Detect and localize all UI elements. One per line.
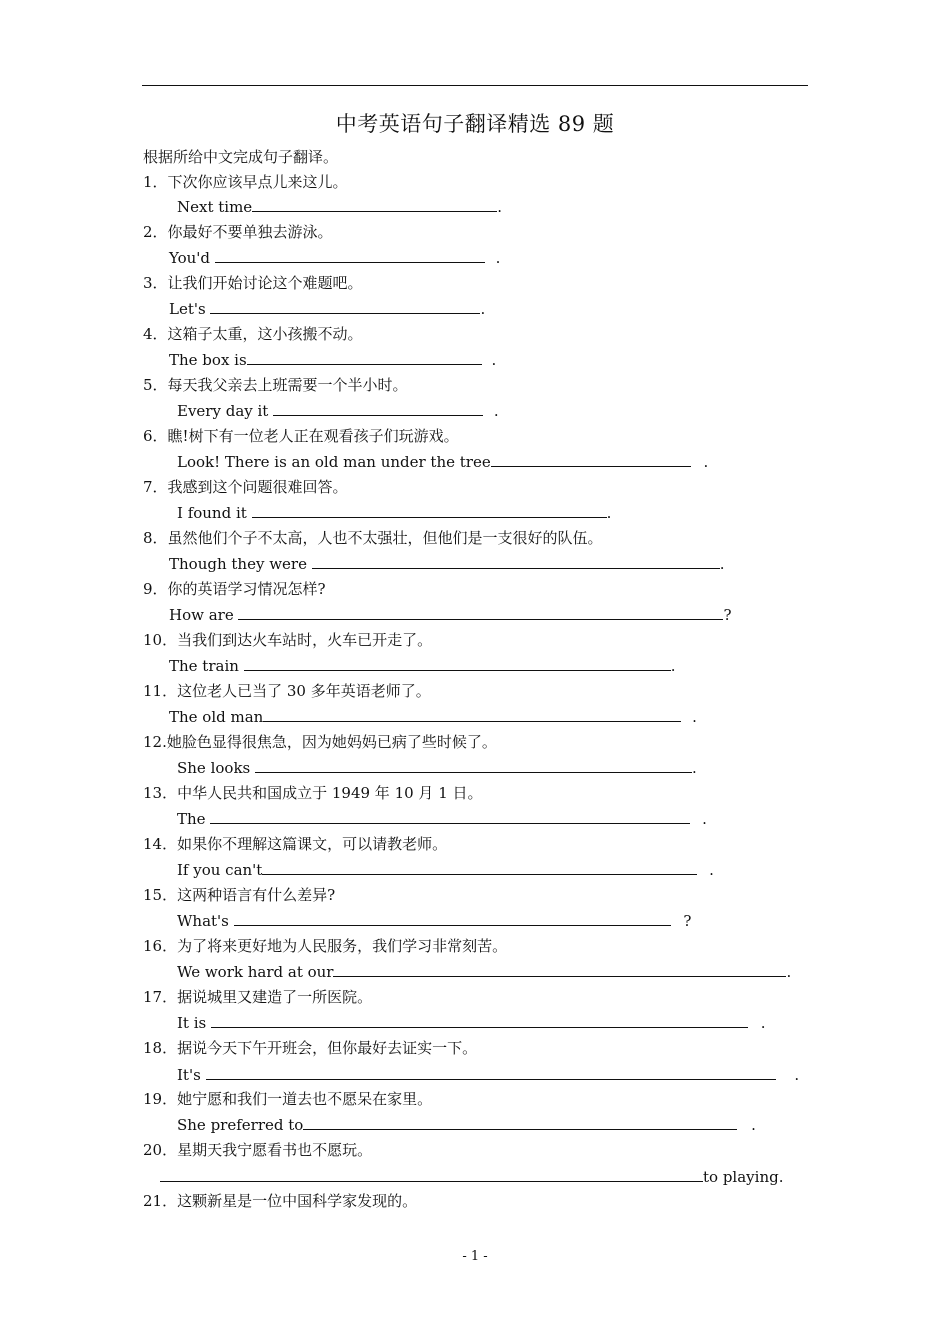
question-chinese-text: 她宁愿和我们一道去也不愿呆在家里。 [177, 1090, 433, 1108]
question-chinese-text: 瞧!树下有一位老人正在观看孩子们玩游戏。 [167, 427, 459, 445]
question-prompt [143, 885, 335, 905]
answer-suffix: . [697, 810, 707, 828]
answer-blank[interactable] [247, 350, 482, 365]
answer-prefix: The box is [169, 351, 247, 369]
answer-line [169, 554, 725, 574]
answer-line [169, 605, 732, 625]
answer-suffix: . [687, 708, 697, 726]
question-prompt [143, 324, 363, 344]
question-chinese-text: 我感到这个问题很难回答。 [167, 478, 348, 496]
answer-line [177, 911, 691, 931]
answer-prefix: It's [177, 1066, 206, 1084]
question-chinese-text: 星期天我宁愿看书也不愿玩。 [177, 1141, 373, 1159]
answer-prefix: Let's [169, 300, 211, 318]
answer-line [169, 656, 675, 676]
question-number: 15． [143, 886, 178, 904]
answer-prefix: We work hard at our [177, 963, 334, 981]
answer-prefix: She preferred to [177, 1116, 304, 1134]
answer-prefix: The train [169, 657, 244, 675]
answer-line [177, 860, 714, 880]
answer-suffix: . [786, 963, 792, 981]
answer-prefix: If you can't [177, 861, 263, 879]
question-number: 8． [143, 529, 168, 547]
answer-blank[interactable] [215, 248, 485, 263]
answer-blank[interactable] [210, 809, 690, 824]
question-number: 5． [143, 376, 168, 394]
answer-blank[interactable] [252, 197, 497, 212]
answer-suffix: . [670, 657, 676, 675]
answer-blank[interactable] [255, 758, 692, 773]
question-number: 9． [143, 580, 168, 598]
answer-blank[interactable] [252, 503, 607, 518]
question-chinese-text: 这箱子太重，这小孩搬不动。 [167, 325, 363, 343]
question-chinese-text: 她脸色显得很焦急，因为她妈妈已病了些时候了。 [166, 733, 497, 751]
page-title: 中考英语句子翻译精选 89 题 [335, 112, 615, 136]
question-chinese-text: 每天我父亲去上班需要一个半小时。 [167, 376, 408, 394]
question-prompt [143, 222, 333, 242]
question-number: 4． [143, 325, 168, 343]
question-number: 17． [143, 988, 178, 1006]
question-number: 6． [143, 427, 168, 445]
answer-line [177, 758, 697, 778]
answer-line [177, 1013, 766, 1033]
answer-line [160, 1167, 783, 1187]
answer-line [177, 503, 611, 523]
answer-suffix: . [719, 555, 725, 573]
answer-suffix: . [497, 198, 502, 216]
header-rule [142, 85, 808, 86]
answer-prefix: The [177, 810, 211, 828]
question-number: 13． [143, 784, 178, 802]
answer-line [177, 962, 791, 982]
question-chinese-text: 中华人民共和国成立于 1949 年 10 月 1 日。 [177, 784, 483, 802]
question-chinese-text: 你最好不要单独去游泳。 [167, 223, 333, 241]
answer-blank[interactable] [206, 1065, 776, 1080]
answer-prefix: What's [177, 912, 234, 930]
question-prompt [143, 732, 497, 752]
question-prompt [143, 1191, 417, 1211]
answer-line [169, 707, 697, 727]
question-number: 21． [143, 1192, 178, 1210]
question-prompt [143, 426, 459, 446]
answer-blank[interactable] [234, 911, 671, 926]
answer-suffix: . [704, 861, 714, 879]
answer-suffix: ? [678, 912, 692, 930]
answer-prefix: I found it [177, 504, 252, 522]
answer-suffix: . [746, 1116, 756, 1134]
page-number: - 1 - [462, 1249, 488, 1264]
question-chinese-text: 这颗新星是一位中国科学家发现的。 [177, 1192, 418, 1210]
question-number: 18． [143, 1039, 178, 1057]
answer-suffix: . [789, 1066, 800, 1084]
answer-line [169, 248, 500, 268]
answer-blank[interactable] [263, 707, 681, 722]
question-prompt [143, 681, 431, 701]
answer-suffix: to playing. [703, 1168, 784, 1186]
answer-blank[interactable] [273, 401, 483, 416]
answer-prefix: Though they were [169, 555, 312, 573]
answer-prefix: Next time [177, 198, 253, 216]
answer-suffix: . [755, 1014, 766, 1032]
answer-blank[interactable] [160, 1167, 703, 1182]
answer-blank[interactable] [210, 299, 480, 314]
question-chinese-text: 据说城里又建造了一所医院。 [177, 988, 373, 1006]
instruction-text: 根据所给中文完成句子翻译。 [143, 148, 339, 166]
answer-suffix: . [606, 504, 612, 522]
answer-line [177, 1065, 799, 1085]
question-prompt [143, 987, 372, 1007]
answer-line [177, 809, 707, 829]
question-number: 20． [143, 1141, 178, 1159]
answer-blank[interactable] [333, 962, 786, 977]
question-chinese-text: 这两种语言有什么差异? [177, 886, 336, 904]
answer-prefix: She looks [177, 759, 255, 777]
question-chinese-text: 据说今天下午开班会，但你最好去证实一下。 [177, 1039, 478, 1057]
question-number: 14． [143, 835, 178, 853]
answer-prefix: You'd [169, 249, 215, 267]
answer-suffix: . [480, 300, 486, 318]
answer-prefix: Look! There is an old man under the tree [177, 453, 491, 471]
answer-blank[interactable] [303, 1115, 737, 1130]
answer-blank[interactable] [244, 656, 671, 671]
answer-blank[interactable] [211, 1013, 748, 1028]
question-number: 10． [143, 631, 178, 649]
question-prompt [143, 1089, 432, 1109]
question-prompt [143, 273, 363, 293]
question-number: 3． [143, 274, 168, 292]
question-chinese-text: 当我们到达火车站时，火车已开走了。 [177, 631, 433, 649]
question-prompt [143, 834, 447, 854]
answer-line [177, 452, 708, 472]
answer-line [177, 1115, 756, 1135]
question-chinese-text: 虽然他们个子不太高，人也不太强壮，但他们是一支很好的队伍。 [167, 529, 603, 547]
question-chinese-text: 你的英语学习情况怎样? [167, 580, 326, 598]
question-number: 7． [143, 478, 168, 496]
question-prompt [143, 1038, 477, 1058]
question-prompt [143, 375, 408, 395]
answer-prefix: The old man [169, 708, 264, 726]
question-prompt [143, 579, 326, 599]
answer-blank[interactable] [312, 554, 720, 569]
answer-blank[interactable] [262, 860, 697, 875]
answer-blank[interactable] [491, 452, 691, 467]
answer-suffix: . [490, 249, 501, 267]
answer-blank[interactable] [238, 605, 723, 620]
answer-suffix: ? [723, 606, 732, 624]
question-chinese-text: 下次你应该早点儿来这儿。 [167, 173, 348, 191]
answer-line [177, 401, 499, 421]
question-prompt [143, 477, 348, 497]
answer-prefix: Every day it [177, 402, 274, 420]
question-number: 1． [143, 173, 168, 191]
question-prompt [143, 172, 348, 192]
question-chinese-text: 让我们开始讨论这个难题吧。 [167, 274, 363, 292]
question-chinese-text: 为了将来更好地为人民服务，我们学习非常刻苦。 [177, 937, 508, 955]
question-number: 11． [143, 682, 178, 700]
question-prompt [143, 783, 483, 803]
question-chinese-text: 这位老人已当了 30 多年英语老师了。 [177, 682, 431, 700]
question-number: 12. [143, 733, 167, 751]
answer-suffix: . [489, 402, 499, 420]
question-prompt [143, 936, 507, 956]
answer-suffix: . [698, 453, 709, 471]
question-prompt [143, 1140, 372, 1160]
question-number: 19． [143, 1090, 178, 1108]
answer-prefix: How are [169, 606, 239, 624]
question-number: 16． [143, 937, 178, 955]
answer-line [177, 197, 502, 217]
answer-prefix: It is [177, 1014, 211, 1032]
answer-suffix: . [486, 351, 497, 369]
answer-line [169, 299, 485, 319]
question-prompt [143, 528, 603, 548]
question-chinese-text: 如果你不理解这篇课文，可以请教老师。 [177, 835, 448, 853]
answer-line [169, 350, 496, 370]
answer-suffix: . [692, 759, 697, 777]
question-number: 2． [143, 223, 168, 241]
question-prompt [143, 630, 432, 650]
